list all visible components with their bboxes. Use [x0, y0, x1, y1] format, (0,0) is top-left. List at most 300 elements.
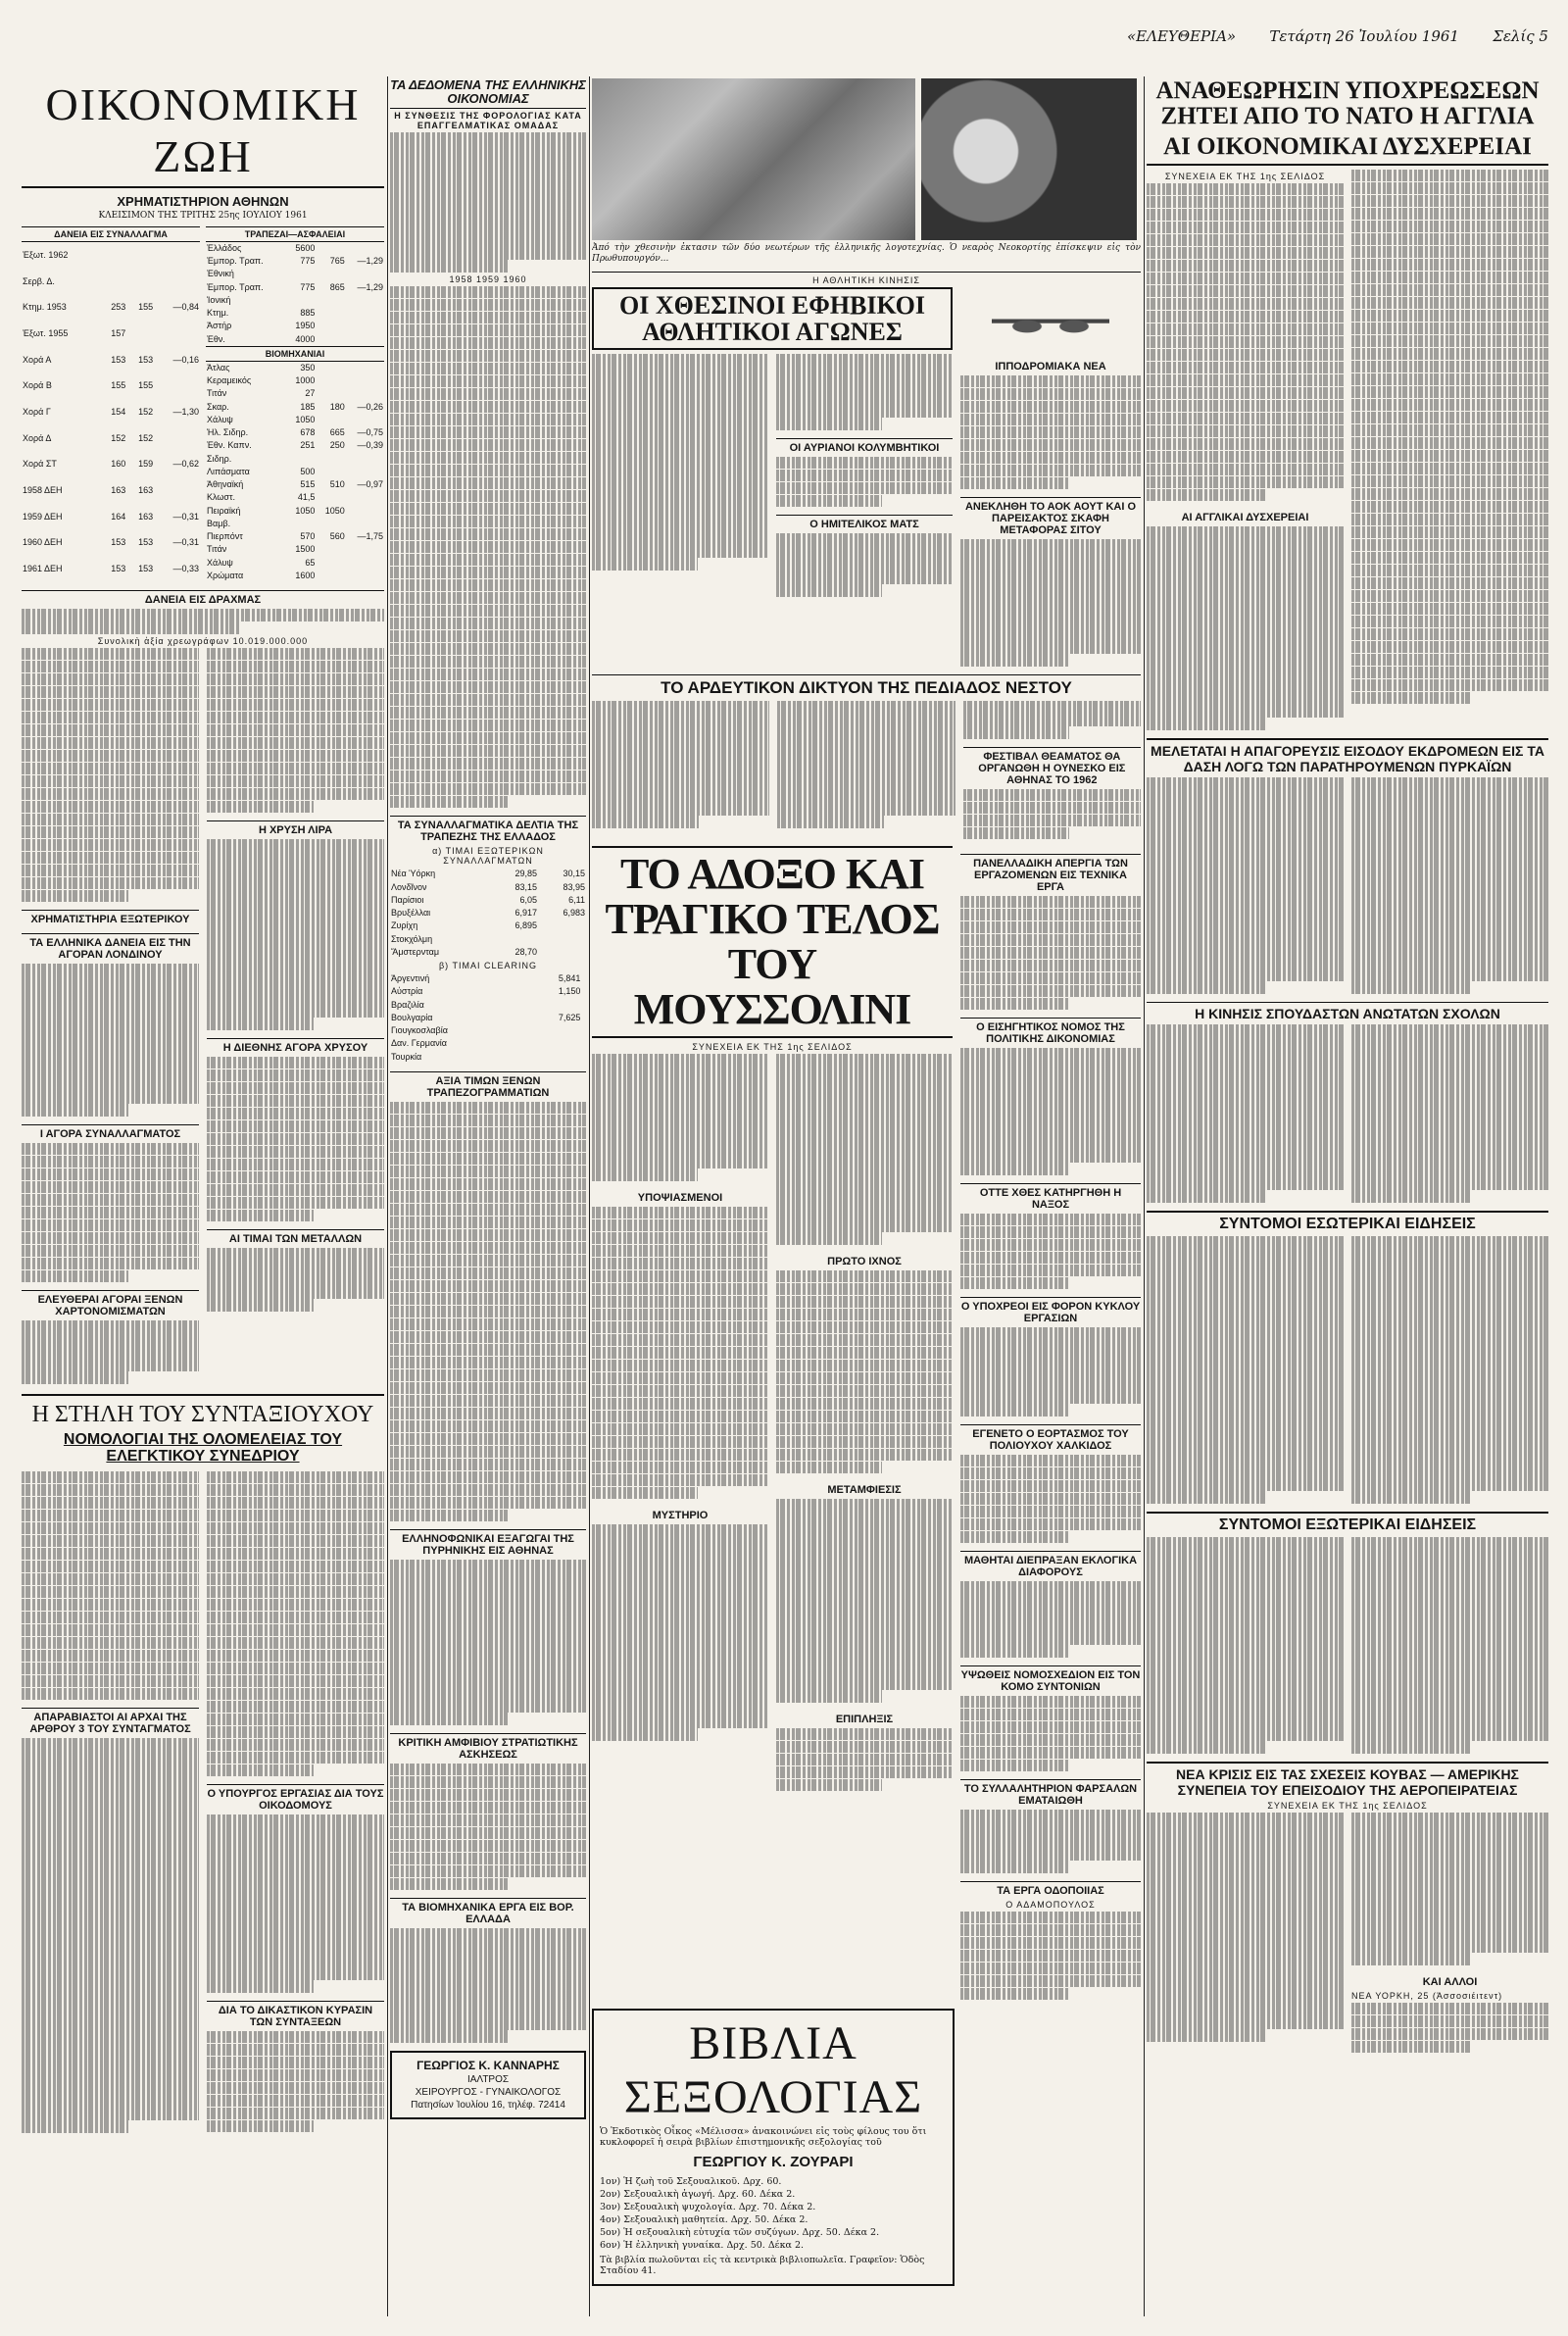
masthead-date: Τετάρτη 26 Ἰουλίου 1961 [1269, 27, 1459, 45]
clearing-row [390, 1051, 586, 1064]
exchange-subtitle: ΚΛΕΙΣΙΜΟΝ ΤΗΣ ΤΡΙΤΗΣ 25ης ΙΟΥΛΙΟΥ 1961 [98, 210, 308, 221]
row-label: Δαν. Γερμανία [391, 1038, 447, 1049]
sports-kicker: Η ΑΘΛΗΤΙΚΗ ΚΙΝΗΣΙΣ [592, 272, 1141, 285]
fx-row [390, 933, 586, 946]
court-header: ΔΙΑ ΤΟ ΔΙΚΑΣΤΙΚΟΝ ΚΥΡΑΣΙΝ ΤΩΝ ΣΥΝΤΑΞΕΩΝ [207, 2001, 384, 2028]
grain-ship-header: ΑΝΕΚΛΗΘΗ ΤΟ ΑΟΚ ΑΟΥΤ ΚΑΙ Ο ΠΑΡΕΙΣΑΚΤΟΣ ΣΚΑΦΗ ΜΕΤΑΦΟΡΑΣ ΣΙΤΟΥ [960, 497, 1141, 536]
subhead-mystery: ΜΥΣΤΗΡΙΟ [652, 1510, 709, 1522]
row-value: 163 [138, 511, 154, 522]
subhead-disguise: ΜΕΤΑΜΦΙΕΣΙΣ [827, 1484, 902, 1497]
row-value [526, 1051, 582, 1064]
row-value [316, 374, 345, 387]
row-value: 163 [111, 485, 126, 496]
crowd-photo [592, 78, 915, 240]
article-text [390, 1928, 586, 2043]
book-ad [592, 2009, 955, 2286]
row-value: 41,5 [297, 492, 316, 503]
article-text [390, 1560, 586, 1725]
irrigation-body [592, 701, 1141, 840]
doctor-specialty: ΧΕΙΡΟΥΡΓΟΣ - ΓΥΝΑΙΚΟΛΟΓΟΣ [415, 2087, 562, 2099]
swim-header: ΟΙ ΑΥΡΙΑΝΟΙ ΚΟΛΥΜΒΗΤΙΚΟΙ [776, 438, 953, 454]
row-value: 1050 [295, 414, 316, 424]
photo-row [592, 78, 1141, 240]
row-value: 7,625 [558, 1012, 581, 1022]
row-value [346, 543, 384, 556]
row-value: —1,29 [357, 281, 383, 292]
article-text [592, 1524, 768, 1741]
row-label: Αὐστρία [391, 986, 423, 997]
row-value [316, 268, 345, 280]
row-value: 678 [300, 427, 316, 438]
fx-abroad-header: ΧΡΗΜΑΤΙΣΤΗΡΙΑ ΕΞΩΤΕΡΙΚΟΥ [22, 910, 199, 925]
masthead [1127, 27, 1548, 45]
industry-row [206, 570, 384, 582]
row-value [346, 414, 384, 426]
row-value: 29,85 [514, 869, 537, 879]
article-text [592, 701, 769, 828]
drachma-loans-text [22, 609, 384, 634]
doctor-address: Πατησίων Ἰουλίου 16, τηλέφ. 72414 [411, 2100, 565, 2112]
row-label: Πειραϊκή [207, 505, 241, 516]
banks-table [206, 226, 384, 582]
row-value: 1050 [324, 505, 345, 516]
row-label: Ἑλλάδος [207, 242, 242, 253]
continued-label: ΣΥΝΕΧΕΙΑ ΕΚ ΤΗΣ 1ης ΣΕΛΙΔΟΣ [1267, 1801, 1428, 1812]
loan-row [22, 269, 200, 295]
british-difficulties-header: ΑΙ ΑΓΓΛΙΚΑΙ ΔΥΣΧΕΡΕΙΑΙ [1181, 512, 1309, 524]
loan-row [22, 347, 200, 373]
subhead-suspected: ΥΠΟΨΙΑΣΜΕΝΟΙ [637, 1191, 723, 1204]
article-text [1351, 170, 1548, 705]
article-text [1147, 183, 1344, 502]
book-item: 4ον) Σεξουαλικὴ μαθητεία. Δρχ. 50. Δέκα 2. [600, 2213, 808, 2225]
row-label: Λονδῖνον [391, 881, 427, 892]
article-text [1147, 1537, 1344, 1754]
row-value [316, 307, 345, 320]
row-value: 152 [138, 407, 154, 418]
row-value [154, 241, 200, 269]
row-label: 1958 ΔΕΗ [23, 485, 63, 496]
row-value: —0,39 [357, 440, 383, 451]
row-label: Ἀστήρ [207, 321, 232, 331]
row-value: —0,16 [172, 354, 199, 365]
row-value: 6,895 [514, 920, 537, 931]
row-value: 560 [329, 531, 345, 542]
article-text [207, 839, 384, 1030]
row-value [346, 268, 384, 280]
data-title: ΤΑ ΔΕΔΟΜΕΝΑ ΤΗΣ ΕΛΛΗΝΙΚΗΣ ΟΙΚΟΝΟΜΙΑΣ [390, 78, 586, 109]
row-value [346, 570, 384, 582]
row-label: Σκαρ. [207, 401, 229, 412]
loan-row [22, 556, 200, 582]
industry-row [206, 414, 384, 426]
row-value: 1000 [295, 375, 316, 386]
bank-row [206, 333, 384, 347]
clearing-row [390, 1012, 586, 1024]
intl-gold-header: Η ΔΙΕΘΝΗΣ ΑΓΟΡΑ ΧΡΥΣΟΥ [207, 1038, 384, 1054]
turnover-line: Συνολικὴ ἀξία χρεωγράφων 10.019.000.000 [97, 635, 309, 646]
article-text [1147, 526, 1344, 730]
row-value [316, 414, 345, 426]
article-text [1351, 1813, 1548, 1965]
turnover-tax-header: Ο ΥΠΟΧΡΕΟΙ ΕΙΣ ΦΟΡΟΝ ΚΥΚΛΟΥ ΕΡΓΑΣΙΩΝ [960, 1297, 1141, 1324]
row-value: 1500 [295, 544, 316, 555]
pensioner-body [22, 1471, 384, 2134]
article-text [776, 1728, 953, 1792]
row-value [538, 946, 586, 959]
column-divider [589, 76, 590, 2316]
row-value [346, 241, 384, 255]
row-value [154, 269, 200, 295]
article-text [592, 1054, 768, 1181]
row-value [99, 241, 126, 269]
row-value [581, 1024, 586, 1037]
economy-column [22, 78, 384, 2316]
bank-row [206, 268, 384, 280]
row-value [286, 518, 316, 530]
book-item: 2ον) Σεξουαλικὴ ἀγωγή. Δρχ. 60. Δέκα 2. [600, 2188, 796, 2200]
row-value: 885 [300, 308, 316, 319]
row-label: Χορά Β [23, 380, 52, 391]
brief-domestic-body [1147, 1236, 1548, 1504]
row-value [526, 1024, 582, 1037]
subhead-first-trace: ΠΡΩΤΟ ΙΧΝΟΣ [827, 1255, 902, 1267]
article-text [960, 539, 1141, 667]
article-text [960, 896, 1141, 1011]
row-label: Χρώματα [207, 570, 244, 580]
article-text [777, 701, 955, 828]
industry-row [206, 439, 384, 452]
row-label: Ἐθνική [207, 269, 234, 279]
article-text [22, 1320, 199, 1384]
row-value: 765 [329, 256, 345, 267]
row-value [346, 466, 384, 478]
industry-row [206, 453, 384, 466]
row-value [126, 269, 154, 295]
row-value [346, 505, 384, 518]
row-label: Ἀθηναϊκή [207, 479, 244, 490]
row-value: 83,95 [563, 881, 585, 892]
article-text [1147, 1024, 1344, 1203]
continued-label: ΣΥΝΕΧΕΙΑ ΕΚ ΤΗΣ 1ης ΣΕΛΙΔΟΣ [692, 1042, 853, 1053]
row-label: Στοκχόλμη [391, 933, 433, 944]
industry-row [206, 518, 384, 530]
row-label: Βουλγαρία [391, 1012, 433, 1022]
strike-header: ΠΑΝΕΛΛΑΔΙΚΗ ΑΠΕΡΓΙΑ ΤΩΝ ΕΡΓΑΖΟΜΕΝΩΝ ΕΙΣ ΤΕΧΝΙΚΑ ΕΡΓΑ [960, 854, 1141, 893]
row-value: 1050 [295, 505, 316, 516]
bank-row [206, 281, 384, 294]
row-value [538, 919, 586, 932]
article-text [207, 1057, 384, 1222]
brief-foreign-body [1147, 1537, 1548, 1754]
row-value [346, 307, 384, 320]
row-label: Σερβ. Δ. [23, 275, 55, 286]
row-value: 350 [300, 362, 316, 373]
industry-row [206, 387, 384, 400]
article-text [1147, 1236, 1344, 1504]
article-text [207, 1248, 384, 1312]
fx-row [390, 868, 586, 880]
article-text [776, 1270, 953, 1474]
market-header: Ι ΑΓΟΡΑ ΣΥΝΑΛΛΑΓΜΑΤΟΣ [22, 1124, 199, 1140]
tax-table [390, 286, 586, 809]
article-text [776, 457, 953, 508]
loan-row [22, 321, 200, 347]
row-value [126, 321, 154, 347]
row-value [581, 999, 586, 1012]
article-text [963, 789, 1141, 840]
row-value: 775 [300, 281, 316, 292]
gold-header: Η ΧΡΥΣΗ ΛΙΡΑ [207, 820, 384, 836]
article-text [960, 1048, 1141, 1175]
row-value: 4000 [295, 333, 316, 344]
row-value [316, 320, 345, 332]
column-divider [387, 76, 388, 2316]
row-label: Κτημ. 1953 [23, 302, 67, 313]
article-text [1351, 1024, 1548, 1203]
row-value: —0,97 [357, 479, 383, 490]
new-york-dateline: ΝΕΑ ΥΟΡΚΗ, 25 (Ἀσσοσιέιτεντ) [1351, 1990, 1503, 2001]
article-text [776, 354, 953, 430]
row-value [316, 466, 345, 478]
row-value: 152 [111, 432, 126, 443]
row-value [126, 241, 154, 269]
row-label: Ἰονική [207, 294, 231, 305]
sports-area [592, 287, 1141, 668]
row-value [154, 425, 200, 452]
article-text [207, 1471, 384, 1777]
others-label: ΚΑΙ ΑΛΛΟΙ [1422, 1975, 1478, 1988]
irrigation-header: ΤΟ ΑΡΔΕΥΤΙΚΟΝ ΔΙΚΤΥΟΝ ΤΗΣ ΠΕΔΙΑΔΟΣ ΝΕΣΤΟΥ [592, 674, 1141, 698]
article-text [1351, 2003, 1548, 2054]
london-loans-header: ΤΑ ΕΛΛΗΝΙΚΑ ΔΑΝΕΙΑ ΕΙΣ ΤΗΝ ΑΓΟΡΑΝ ΛΟΝΔΙΝΟΥ [22, 933, 199, 961]
row-value [346, 453, 384, 466]
row-value [316, 543, 345, 556]
row-label: Βαμβ. [207, 518, 231, 528]
exports-header: ΕΛΛΗΝΟΦΩΝΙΚΑΙ ΕΞΑΓΩΓΑΙ ΤΗΣ ΠΥΡΗΝΙΚΗΣ ΕΙΣ ΑΘΗΝΑΣ [390, 1529, 586, 1557]
row-value: —1,75 [357, 531, 383, 542]
row-value [316, 294, 345, 307]
row-value: 5,841 [558, 973, 581, 984]
data-column [390, 78, 586, 2316]
photo-caption: Ἀπό τὴν χθεσινὴν ἐκτασιν τῶν δύο νεωτέρων τῆς ἐλληνικῆς λογοτεχνίας. Ὁ νεαρὸς Νεοκορτίης ἐπίσκεψιν εἰς τὸν Πρωθυπουργόν... [592, 243, 1141, 265]
industry-row [206, 374, 384, 387]
notes-header: ΑΞΙΑ ΤΙΜΩΝ ΞΕΝΩΝ ΤΡΑΠΕΖΟΓΡΑΜΜΑΤΙΩΝ [390, 1071, 586, 1099]
nato-headline: ΑΝΑΘΕΩΡΗΣΙΝ ΥΠΟΧΡΕΩΣΕΩΝ ΖΗΤΕΙ ΑΠΟ ΤΟ ΝΑΤΟ Η ΑΓΓΛΙΑ [1155, 78, 1540, 130]
loan-row [22, 373, 200, 400]
fx-row [390, 946, 586, 959]
article-text [1147, 1813, 1344, 2042]
row-value: 163 [138, 485, 154, 496]
years-row: 1958 1959 1960 [449, 273, 527, 284]
row-value: 180 [329, 401, 345, 412]
loan-row [22, 425, 200, 452]
book-item: 5ον) Ἡ σεξουαλικὴ εὐτυχία τῶν συζύγων. Δρχ. 50. Δέκα 2. [600, 2226, 880, 2238]
row-label: Ζυρίχη [391, 920, 418, 931]
center-column [592, 78, 1141, 2316]
pensioner-title: Η ΣΤΗΛΗ ΤΟΥ ΣΥΝΤΑΞΙΟΥΧΟΥ [22, 1394, 384, 1428]
row-value: —0,33 [172, 564, 199, 574]
row-value: 155 [111, 380, 126, 391]
industry-row [206, 530, 384, 543]
row-value [346, 387, 384, 400]
industry-row [206, 557, 384, 570]
economy-title: ΟΙΚΟΝΟΜΙΚΗ ΖΩΗ [22, 78, 384, 188]
row-label: Λιπάσματα [207, 466, 250, 476]
forest-body [1147, 777, 1548, 994]
exchange-tables [22, 226, 384, 582]
row-value: 153 [111, 354, 126, 365]
civil-law-header: Ο ΕΙΣΗΓΗΤΙΚΟΣ ΝΟΜΟΣ ΤΗΣ ΠΟΛΙΤΙΚΗΣ ΔΙΚΟΝΟΜΙΑΣ [960, 1018, 1141, 1045]
book-item: 3ον) Σεξουαλικὴ ψυχολογία. Δρχ. 70. Δέκα 2. [600, 2201, 816, 2212]
row-value [316, 387, 345, 400]
row-value: 5600 [295, 242, 316, 253]
fx-row [390, 881, 586, 894]
row-label: Ἡλ. Σιδηρ. [207, 427, 249, 438]
row-label: Ἀτλας [207, 362, 230, 373]
row-label: Ἄμστερνταμ [391, 946, 440, 957]
row-value [346, 557, 384, 570]
row-label: Χάλυψ [207, 557, 233, 568]
article-text [592, 354, 768, 571]
bank-row [206, 320, 384, 332]
sports-headline: ΟΙ ΧΘΕΣΙΝΟΙ ΕΦΗΒΙΚΟΙ ΑΘΛΗΤΙΚΟΙ ΑΓΩΝΕΣ [592, 287, 953, 351]
row-value: 250 [329, 440, 345, 451]
article-text [960, 1581, 1141, 1658]
sports-body [592, 354, 953, 597]
banks-header: ΤΡΑΠΕΖΑΙ—ΑΣΦΑΛΕΙΑΙ [206, 226, 384, 241]
row-value [346, 333, 384, 347]
row-value [154, 373, 200, 400]
article-text [960, 1214, 1141, 1290]
row-value [581, 1037, 586, 1050]
row-value: 160 [111, 459, 126, 470]
row-value: 185 [300, 401, 316, 412]
row-value [316, 361, 345, 374]
industry-row [206, 426, 384, 439]
industry-works-header: ΤΑ ΒΙΟΜΗΧΑΝΙΚΑ ΕΡΓΑ ΕΙΣ ΒΟΡ. ΕΛΛΑΔΑ [390, 1898, 586, 1925]
row-value [316, 333, 345, 347]
row-value [581, 1051, 586, 1064]
row-value [526, 1037, 582, 1050]
metals-header: ΑΙ ΤΙΜΑΙ ΤΩΝ ΜΕΤΑΛΛΩΝ [207, 1229, 384, 1245]
portrait-photo [921, 78, 1137, 240]
row-label: Ἐθν. [207, 333, 225, 344]
article-text [207, 1814, 384, 1993]
row-value: 83,15 [514, 881, 537, 892]
book-item: 1ον) Ἡ ζωὴ τοῦ Σεξουαλικοῦ. Δρχ. 60. [600, 2175, 782, 2187]
horse-race-illustration [992, 291, 1109, 350]
row-value [538, 933, 586, 946]
row-value [346, 361, 384, 374]
row-value: —0,84 [172, 302, 199, 313]
row-value: 153 [138, 564, 154, 574]
article-text [22, 1143, 199, 1283]
row-value: 500 [300, 466, 316, 476]
data-subtitle: Η ΣΥΝΘΕΣΙΣ ΤΗΣ ΦΟΡΟΛΟΓΙΑΣ ΚΑΤΑ ΕΠΑΓΓΕΛΜΑΤΙΚΑΣ ΟΜΑΔΑΣ [394, 111, 582, 131]
row-value [316, 570, 345, 582]
article-text [1351, 1236, 1548, 1504]
clearing-row [390, 1037, 586, 1050]
exercise-header: ΚΡΙΤΙΚΗ ΑΜΦΙΒΙΟΥ ΣΤΡΑΤΙΩΤΙΚΗΣ ΑΣΚΗΣΕΩΣ [390, 1733, 586, 1761]
row-value [346, 518, 384, 530]
row-label: Βρυξέλλαι [391, 908, 431, 919]
row-value [581, 985, 586, 998]
row-value: —0,31 [172, 511, 199, 522]
row-value: —0,75 [357, 427, 383, 438]
constitution-header: ΑΠΑΡΑΒΙΑΣΤΟΙ ΑΙ ΑΡΧΑΙ ΤΗΣ ΑΡΘΡΟΥ 3 ΤΟΥ ΣΥΝΤΑΓΜΑΤΟΣ [22, 1708, 199, 1735]
article-text [960, 1696, 1141, 1772]
article-text [960, 1810, 1141, 1873]
clearing-row [390, 1024, 586, 1037]
row-value: 155 [138, 380, 154, 391]
row-value [346, 294, 384, 307]
row-value: 159 [138, 459, 154, 470]
loan-row [22, 477, 200, 504]
industry-row [206, 478, 384, 491]
fx-row [390, 907, 586, 919]
article-text [1147, 777, 1344, 994]
article-text [22, 964, 199, 1117]
clearing-table [390, 972, 586, 1064]
horse-header: ΙΠΠΟΔΡΟΜΙΑΚΑ ΝΕΑ [995, 360, 1106, 373]
row-label: Ἐξωτ. 1955 [23, 328, 69, 339]
exchange-title: ΧΡΗΜΑΤΙΣΤΗΡΙΟΝ ΑΘΗΝΩΝ [117, 194, 289, 209]
semifinal-header: Ο ΗΜΙΤΕΛΙΚΟΣ ΜΑΤΣ [776, 515, 953, 530]
article-text [22, 648, 199, 903]
row-value: 253 [111, 302, 126, 313]
students-movement-header: Η ΚΙΝΗΣΙΣ ΣΠΟΥΔΑΣΤΩΝ ΑΝΩΤΑΤΩΝ ΣΧΟΛΩΝ [1147, 1002, 1548, 1021]
article-text [207, 2031, 384, 2133]
brief-domestic-header: ΣΥΝΤΟΜΟΙ ΕΣΩΤΕΡΙΚΑΙ ΕΙΔΗΣΕΙΣ [1147, 1211, 1548, 1233]
column-divider [1144, 76, 1145, 2316]
bank-row [206, 307, 384, 320]
row-label: Πιερπόντ [207, 531, 243, 542]
row-value: 6,983 [563, 908, 585, 919]
row-value: —0,26 [357, 401, 383, 412]
festival-header: ΦΕΣΤΙΒΑΛ ΘΕΑΜΑΤΟΣ ΘΑ ΟΡΓΑΝΩΘΗ Η ΟΥΝΕΣΚΟ ΕΙΣ ΑΘΗΝΑΣ ΤΟ 1962 [963, 747, 1141, 786]
row-value: 251 [300, 440, 316, 451]
row-label: 1960 ΔΕΗ [23, 537, 63, 548]
bank-row [206, 255, 384, 268]
chalkida-feast-header: ΕΓΕΝΕΤΟ Ο ΕΟΡΤΑΣΜΟΣ ΤΟΥ ΠΟΛΙΟΥΧΟΥ ΧΑΛΚΙΔΟΣ [960, 1424, 1141, 1452]
row-value [154, 477, 200, 504]
ministry-header: Ο ΥΠΟΥΡΓΟΣ ΕΡΓΑΣΙΑΣ ΔΙΑ ΤΟΥΣ ΟΙΚΟΔΟΜΟΥΣ [207, 1784, 384, 1812]
students-body [1147, 1024, 1548, 1203]
students-header: ΜΑΘΗΤΑΙ ΔΙΕΠΡΑΞΑΝ ΕΚΛΟΓΙΚΑ ΔΙΑΦΟΡΟΥΣ [960, 1551, 1141, 1578]
row-value: —0,31 [172, 537, 199, 548]
clearing-row [390, 985, 586, 998]
nato-body [1147, 170, 1548, 731]
row-value: 6,917 [514, 908, 537, 919]
industry-row [206, 401, 384, 414]
book-ad-intro: Ὁ Ἐκδοτικὸς Οἶκος «Μέλισσα» ἀνακοινώνει εἰς τοὺς φίλους του ὅτι κυκλοφορεῖ ἡ σειρὰ βιβλίων ἐπιστημονικῆς σεξολογίας τοῦ [600, 2125, 927, 2148]
article-text [963, 701, 1141, 739]
byline: Ο ΑΔΑΜΟΠΟΥΛΟΣ [1005, 1899, 1096, 1910]
row-label: 1959 ΔΕΗ [23, 511, 63, 522]
book-ad-footer: Τὰ βιβλία πωλοῦνται εἰς τὰ κεντρικὰ βιβλιοπωλεῖα. Γραφεῖον: Ὁδὸς Σταδίου 41. [600, 2254, 925, 2276]
row-value [99, 269, 126, 295]
masthead-page: Σελίς 5 [1493, 27, 1548, 45]
mussolini-body [592, 1054, 953, 1792]
book-ad-title: ΒΙΒΛΙΑ ΣΕΞΟΛΟΓΙΑΣ [623, 2016, 923, 2123]
row-value [316, 518, 345, 530]
row-label: Κεραμεικός [207, 375, 252, 386]
article-text [390, 1764, 586, 1891]
row-value: —1,29 [357, 256, 383, 267]
row-value [346, 491, 384, 504]
row-value: 570 [300, 531, 316, 542]
